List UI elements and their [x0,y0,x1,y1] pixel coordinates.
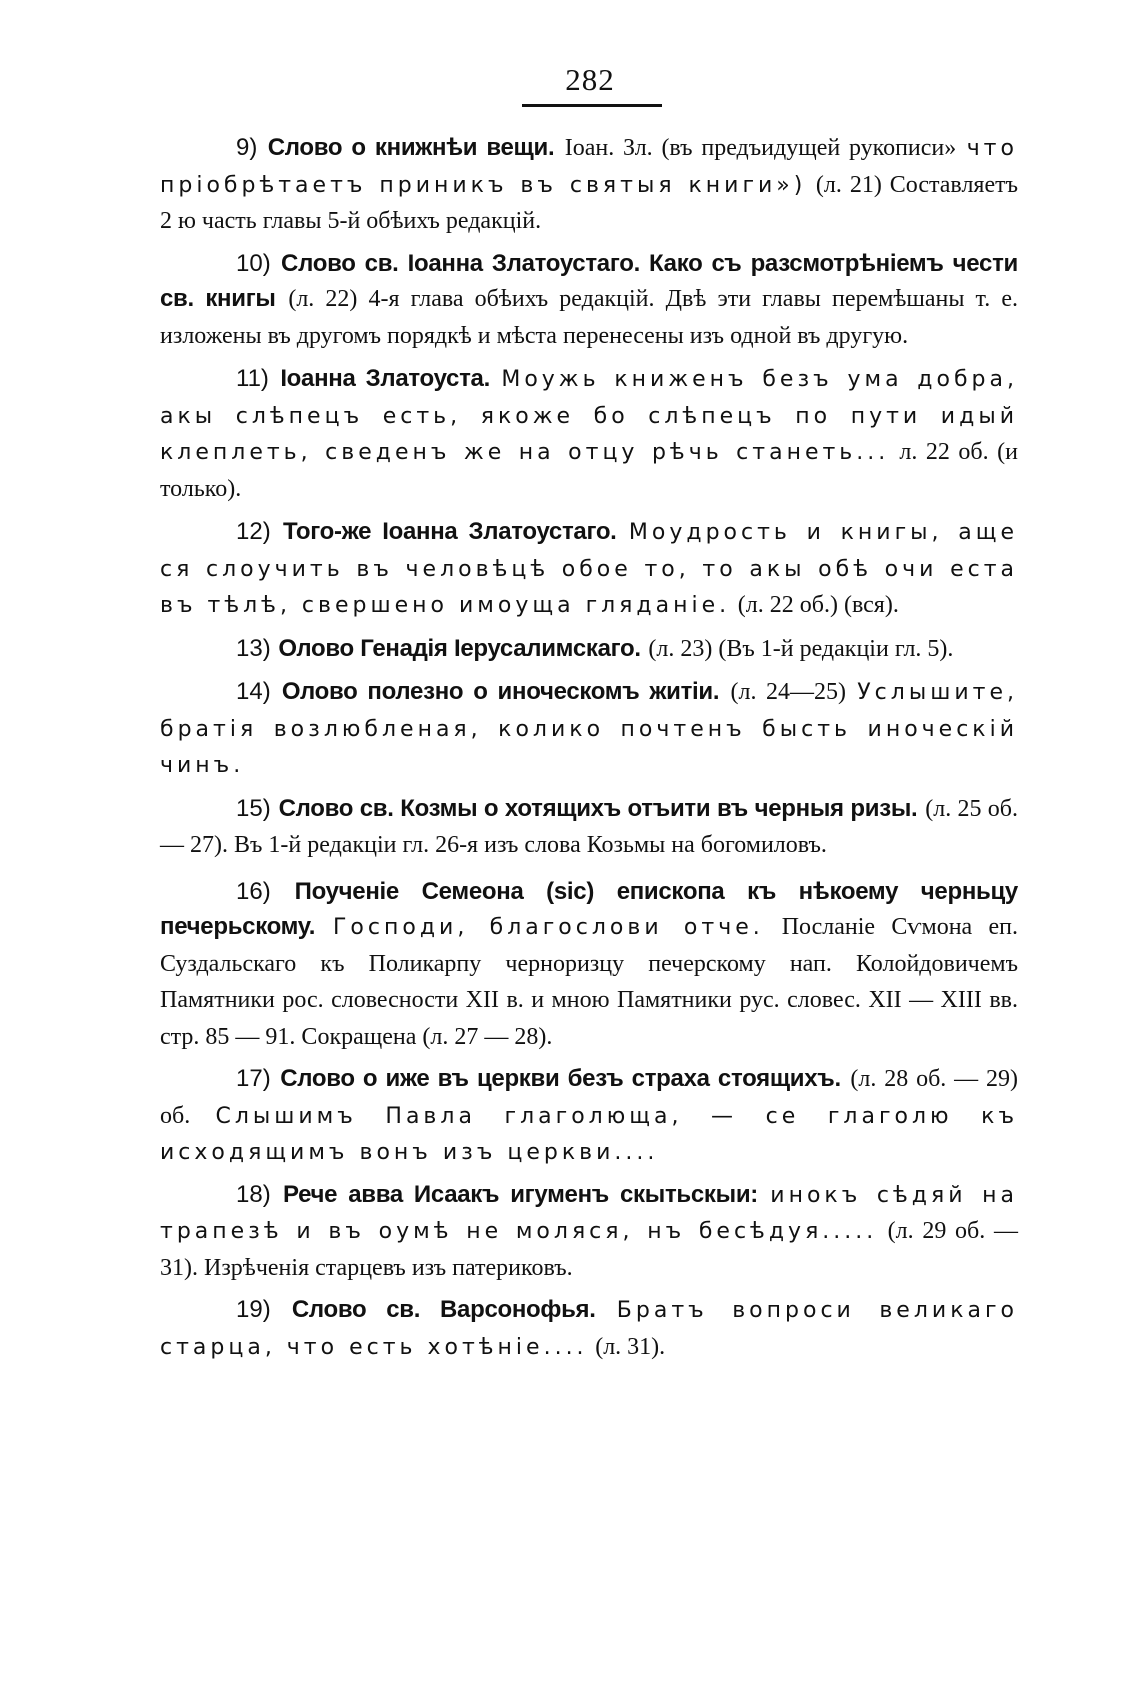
list-item [160,1061,1018,1171]
entry-description: (л. 22) 4-я глава обѣихъ редакцій. Двѣ эти главы перемѣшаны т. е. изложены въ другомъ порядкѣ и мѣста перенесены изъ одной въ другую. [160,286,1018,349]
list-item [160,514,1018,624]
entry-quote: инокъ сѣдяй на трапезѣ и въ оумѣ не моляся, нъ бесѣдуя..... [160,1182,1018,1244]
list-item [160,1292,1018,1365]
entry-number: 19) [236,1296,271,1323]
entry-description: (л. 25 об. — 27). Въ 1-й редакціи гл. 26-я изъ слова Козьмы на богомиловъ. [160,795,1018,858]
entry-description: (л. 23) (Въ 1-й редакціи гл. 5). [648,635,954,662]
entry-title: Того-же Іоанна Златоустаго. [283,518,617,545]
entry-title: Поученіе Семеона (sic) епископа къ нѣкоему черньцу печерьскому. [160,877,1018,940]
entry-title: Іоанна Златоуста. [280,365,490,392]
entry-quote: Слышимъ Павла глаголюща, — се глаголю къ исходящимъ вонъ изъ церкви.... [160,1103,1018,1165]
entry-number: 18) [236,1180,271,1208]
entry-title: Слово св. Варсонофья. [291,1296,596,1323]
list-item [160,361,1018,507]
entry-number: 17) [236,1065,271,1092]
entry-quote: Братъ вопроси великаго старца, что есть хотѣніе.... [160,1298,1018,1360]
entry-number: 14) [236,678,271,705]
entry-number: 15) [236,794,271,822]
header-rule [522,104,662,107]
list-item [160,674,1018,784]
entry-number: 9) [236,134,258,161]
list-item [160,631,1018,668]
page-number: 282 [565,62,615,97]
list-item [160,791,1018,864]
entry-quote: Услышите, братія возлюбленая, колико почтенъ бысть иноческій чинъ. [160,680,1018,778]
entry-description: (л. 31). [595,1333,666,1360]
entry-quote: Моудрость и книгы, аще ся слоучить въ человѣцѣ обое то, то акы обѣ очи еста въ тѣлѣ, свершено имоуща гляданіе. [160,520,1018,618]
entry-title: Олово Генадія Іерусалимскаго. [278,634,641,662]
entry-description: Іоан. Зл. (въ предъидущей рукописи» [564,135,957,161]
entry-number: 12) [236,518,271,545]
entry-title: Слово св. Іоанна Златоустаго. Како съ разсмотрѣніемъ чести св. книгы [160,249,1018,312]
list-item [160,246,1018,355]
entry-description: (л. 21) Составляетъ 2 ю часть главы 5-й обѣихъ редакцій. [160,171,1019,234]
entry-description: (л. 29 об. — 31). Изрѣченія старцевъ изъ патериковъ. [160,1218,1018,1281]
entry-quote: Господи, благослови отче. [333,915,764,940]
entry-number: 10) [236,249,271,277]
list-item [160,874,1018,1056]
entry-title: Слово о иже въ церкви безъ страха стоящихъ. [280,1065,841,1092]
list-item [160,130,1018,240]
entry-number: 13) [236,634,271,662]
entry-title: Слово св. Козмы о хотящихъ отъити въ черныя ризы. [278,794,918,822]
entry-title: Слово о книжнѣи вещи. [267,134,555,161]
entry-title: Рече авва Исаакъ игуменъ скытьскыи: [282,1180,758,1208]
entry-title: Олово полезно о иноческомъ житіи. [281,678,720,705]
entry-quote: Моужь книженъ безъ ума добра, акы слѣпецъ есть, якоже бо слѣпецъ по пути идый клеплеть, сведенъ же на отцу рѣчь станеть... [160,367,1018,465]
entry-description: (л. 24—25) [730,679,847,705]
entry-number: 16) [236,877,271,905]
entry-description: (л. 28 об. — 29) об. [160,1066,1018,1129]
entry-description: л. 22 об. (и только). [160,439,1019,502]
page-body [160,130,1018,1371]
entry-quote: что пріобрѣтаетъ приникъ въ святыя книги») [160,136,1018,198]
list-item [160,1177,1018,1287]
entry-number: 11) [236,365,269,392]
entry-description: Посланіе Сѵмона еп. Суздальскаго къ Поликарпу черноризцу печерскому нап. Колойдовичемъ Памятники рос. словесности XII в. и мною Памятники рус. словес. XII — XIII вв. стр. 85 — 91. Сокращена (л. 27 — 28). [160,914,1018,1050]
entry-description: (л. 22 об.) (вся). [737,592,899,618]
